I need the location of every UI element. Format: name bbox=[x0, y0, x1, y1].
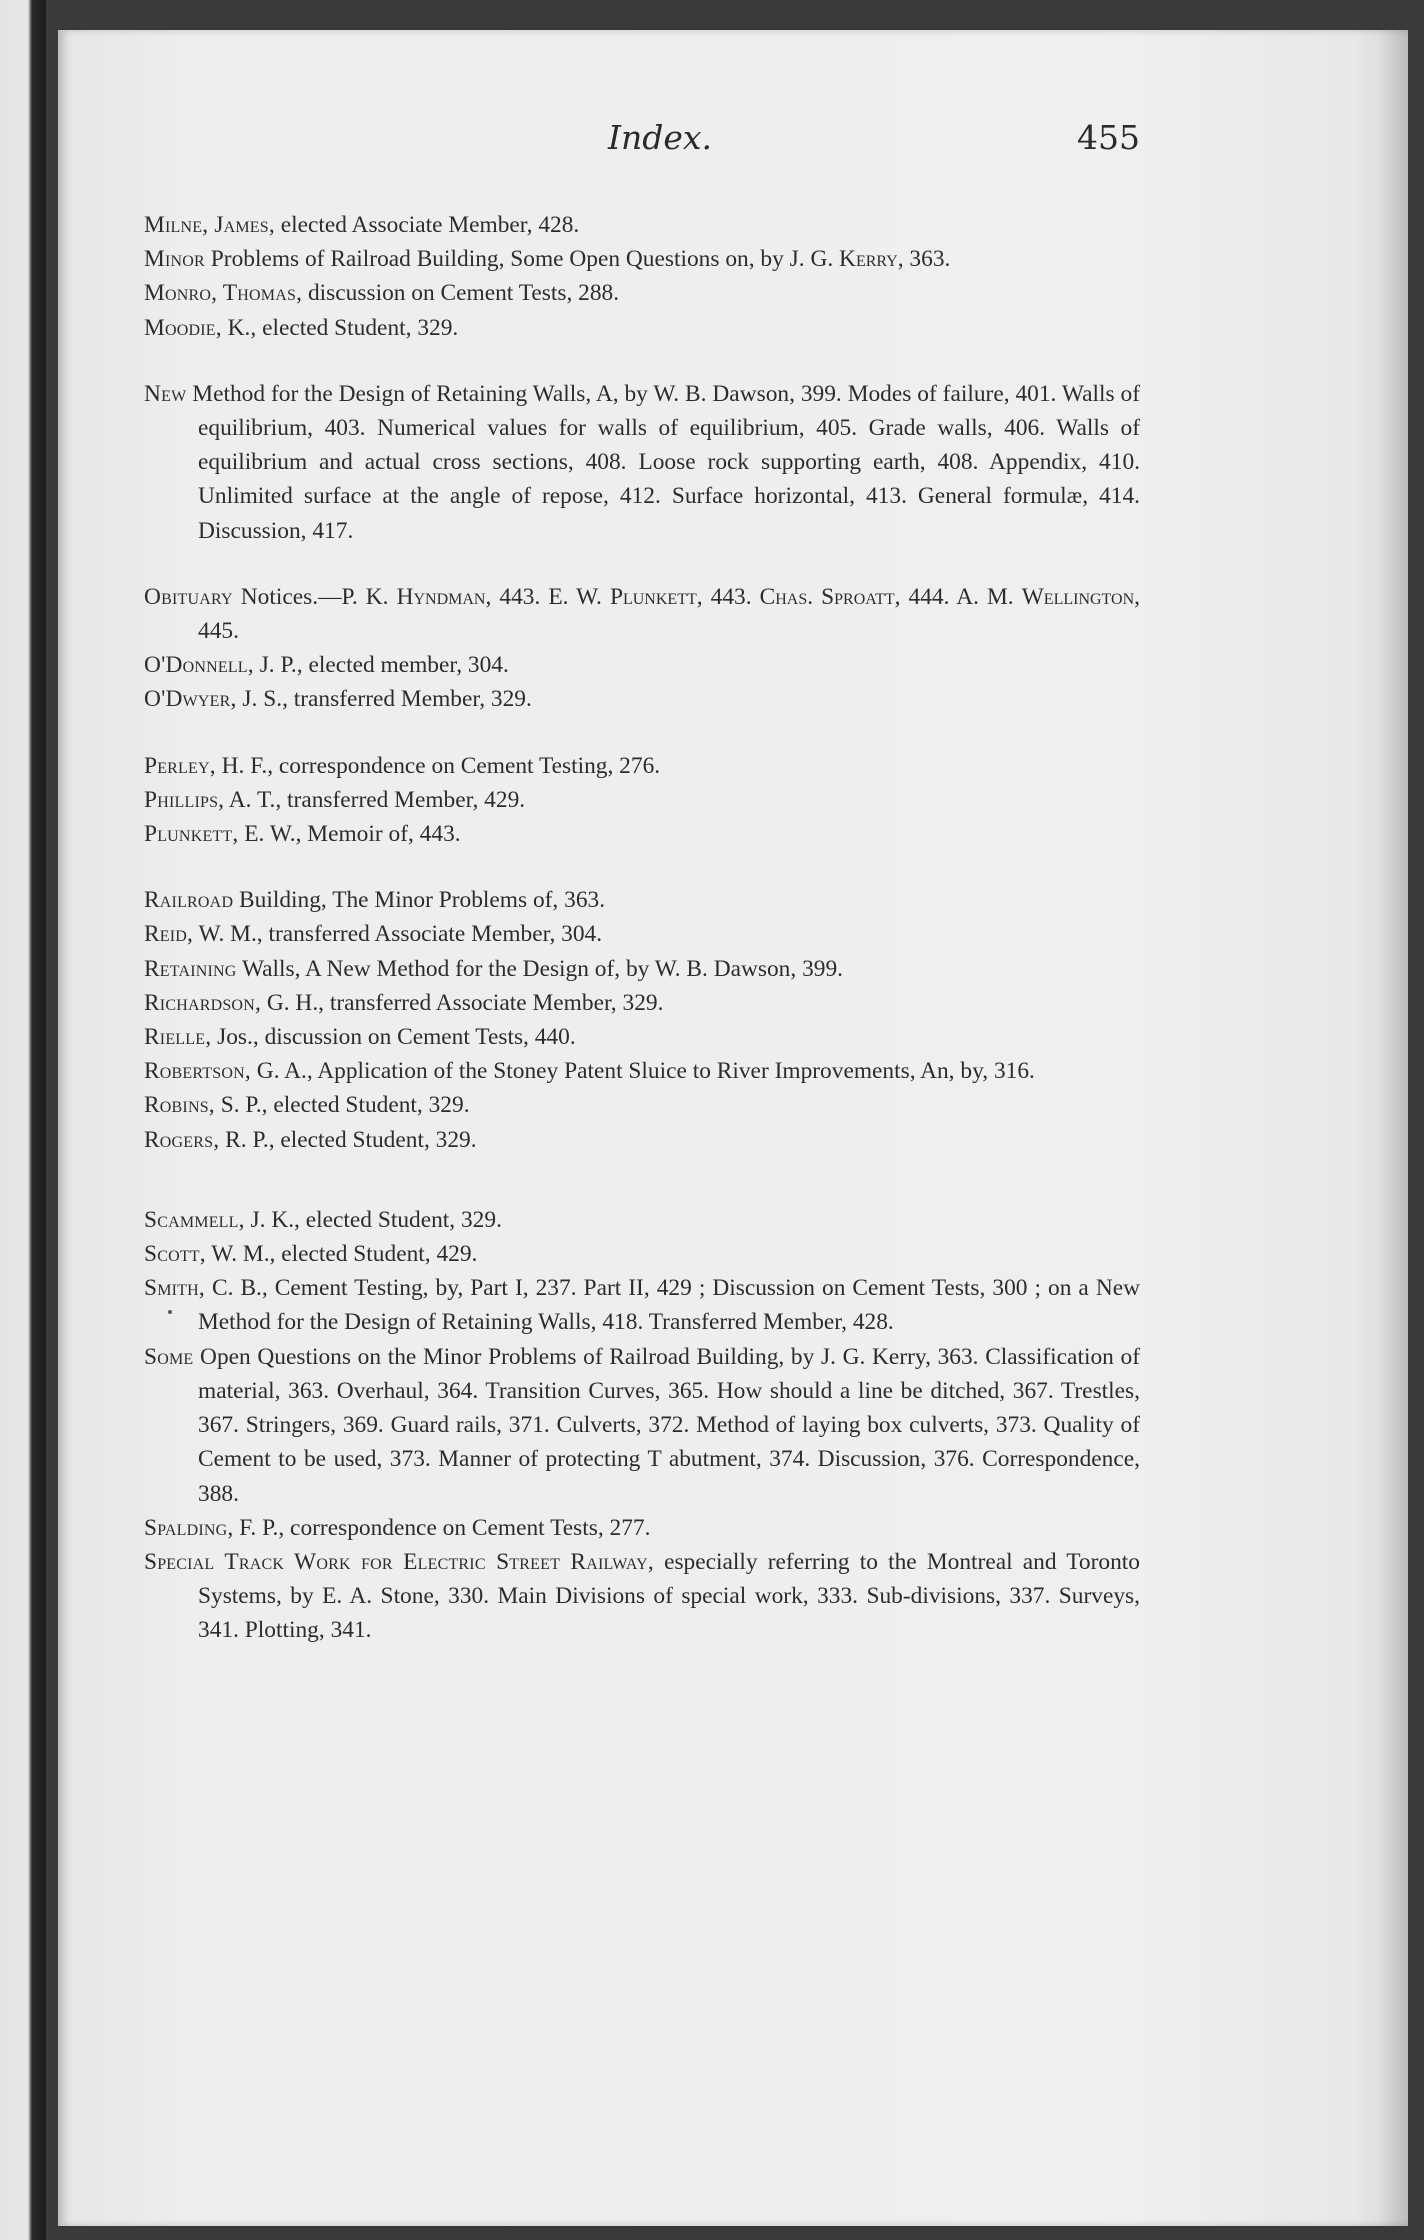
index-entry: Moodie, K., elected Student, 329. bbox=[144, 314, 459, 341]
index-entry: Retaining Walls, A New Method for the Design of, by W. B. Dawson, 399. bbox=[144, 955, 843, 982]
index-entry: O'Donnell, J. P., elected member, 304. bbox=[144, 652, 509, 679]
index-entry: Plunkett, E. W., Memoir of, 443. bbox=[144, 821, 461, 848]
book-spine-edge bbox=[0, 0, 46, 2240]
index-entry: Rielle, Jos., discussion on Cement Tests, 440. bbox=[144, 1024, 576, 1051]
index-entry: Minor Problems of Railroad Building, Some Open Questions on, by J. G. Kerry, 363. bbox=[144, 246, 951, 273]
index-entry: Rogers, R. P., elected Student, 329. bbox=[144, 1126, 477, 1153]
page-number: 455 bbox=[1077, 118, 1140, 157]
index-entry: Some Open Questions on the Minor Problems of Railroad Building, by J. G. Kerry, 363. Classification of material, 363. Overhaul, 364. Transition Curves, 365. How should a line be ditched, 367. Trestles, 367. Stringers, 369. Guard rails, 371. Culverts, 372. Method of laying box culverts, 373. Quality of Cement to be used, 373. Manner of protecting T abutment, 374. Discussion, 376. Correspondence, 388. bbox=[144, 1343, 1140, 1507]
index-entry: Monro, Thomas, discussion on Cement Tests, 288. bbox=[144, 280, 620, 307]
index-entry: Special Track Work for Electric Street Railway, especially referring to the Montreal and Toronto Systems, by E. A. Stone, 330. Main Divisions of special work, 333. Sub-divisions, 337. Surveys, 341. Plotting, 341. bbox=[144, 1548, 1140, 1644]
index-entry: Perley, H. F., correspondence on Cement Testing, 276. bbox=[144, 752, 661, 779]
index-group-o bbox=[144, 580, 1140, 717]
index-entry: Milne, James, elected Associate Member, 428. bbox=[144, 212, 580, 238]
page-edge-shadow bbox=[1378, 30, 1408, 2226]
index-group-n bbox=[144, 377, 1140, 548]
index-entry: Richardson, G. H., transferred Associate Member, 329. bbox=[144, 989, 664, 1016]
index-entry: Robins, S. P., elected Student, 329. bbox=[144, 1092, 470, 1119]
index-entry: Obituary Notices.—P. K. Hyndman, 443. E. W. Plunkett, 443. Chas. Sproatt, 444. A. M. Wellington, 445. bbox=[144, 583, 1140, 645]
index-list bbox=[144, 208, 1140, 1680]
index-entry: Scott, W. M., elected Student, 429. bbox=[144, 1241, 478, 1268]
index-entry: Phillips, A. T., transferred Member, 429. bbox=[144, 786, 526, 813]
index-group-s bbox=[144, 1203, 1140, 1648]
index-entry: Scammell, J. K., elected Student, 329. bbox=[144, 1206, 502, 1233]
index-group-p bbox=[144, 749, 1140, 852]
index-entry: Reid, W. M., transferred Associate Member, 304. bbox=[144, 921, 603, 948]
index-entry: Railroad Building, The Minor Problems of, 363. bbox=[144, 887, 606, 914]
index-entry: Robertson, G. A., Application of the Stoney Patent Sluice to River Improvements, An, by, 316. bbox=[144, 1058, 1035, 1085]
running-header-title: Index. bbox=[607, 118, 713, 157]
index-entry: New Method for the Design of Retaining Walls, A, by W. B. Dawson, 399. Modes of failure, 401. Walls of equilibrium, 403. Numerical values for walls of equilibrium, 405. Grade walls, 406. Walls of equilibrium and actual cross sections, 408. Loose rock supporting earth, 408. Appendix, 410. Unlimited surface at the angle of repose, 412. Surface horizontal, 413. General formulæ, 414. Discussion, 417. bbox=[144, 380, 1140, 544]
index-entry: O'Dwyer, J. S., transferred Member, 329. bbox=[144, 686, 532, 713]
index-entry: Spalding, F. P., correspondence on Cement Tests, 277. bbox=[144, 1514, 651, 1541]
index-group-r bbox=[144, 883, 1140, 1157]
index-group-m bbox=[144, 208, 1140, 345]
index-entry: Smith, C. B., Cement Testing, by, Part I, 237. Part II, 429 ; Discussion on Cement Tests, 300 ; on a New Method for the Design of Retaining Walls, 418. Transferred Member, 428. bbox=[144, 1275, 1140, 1336]
